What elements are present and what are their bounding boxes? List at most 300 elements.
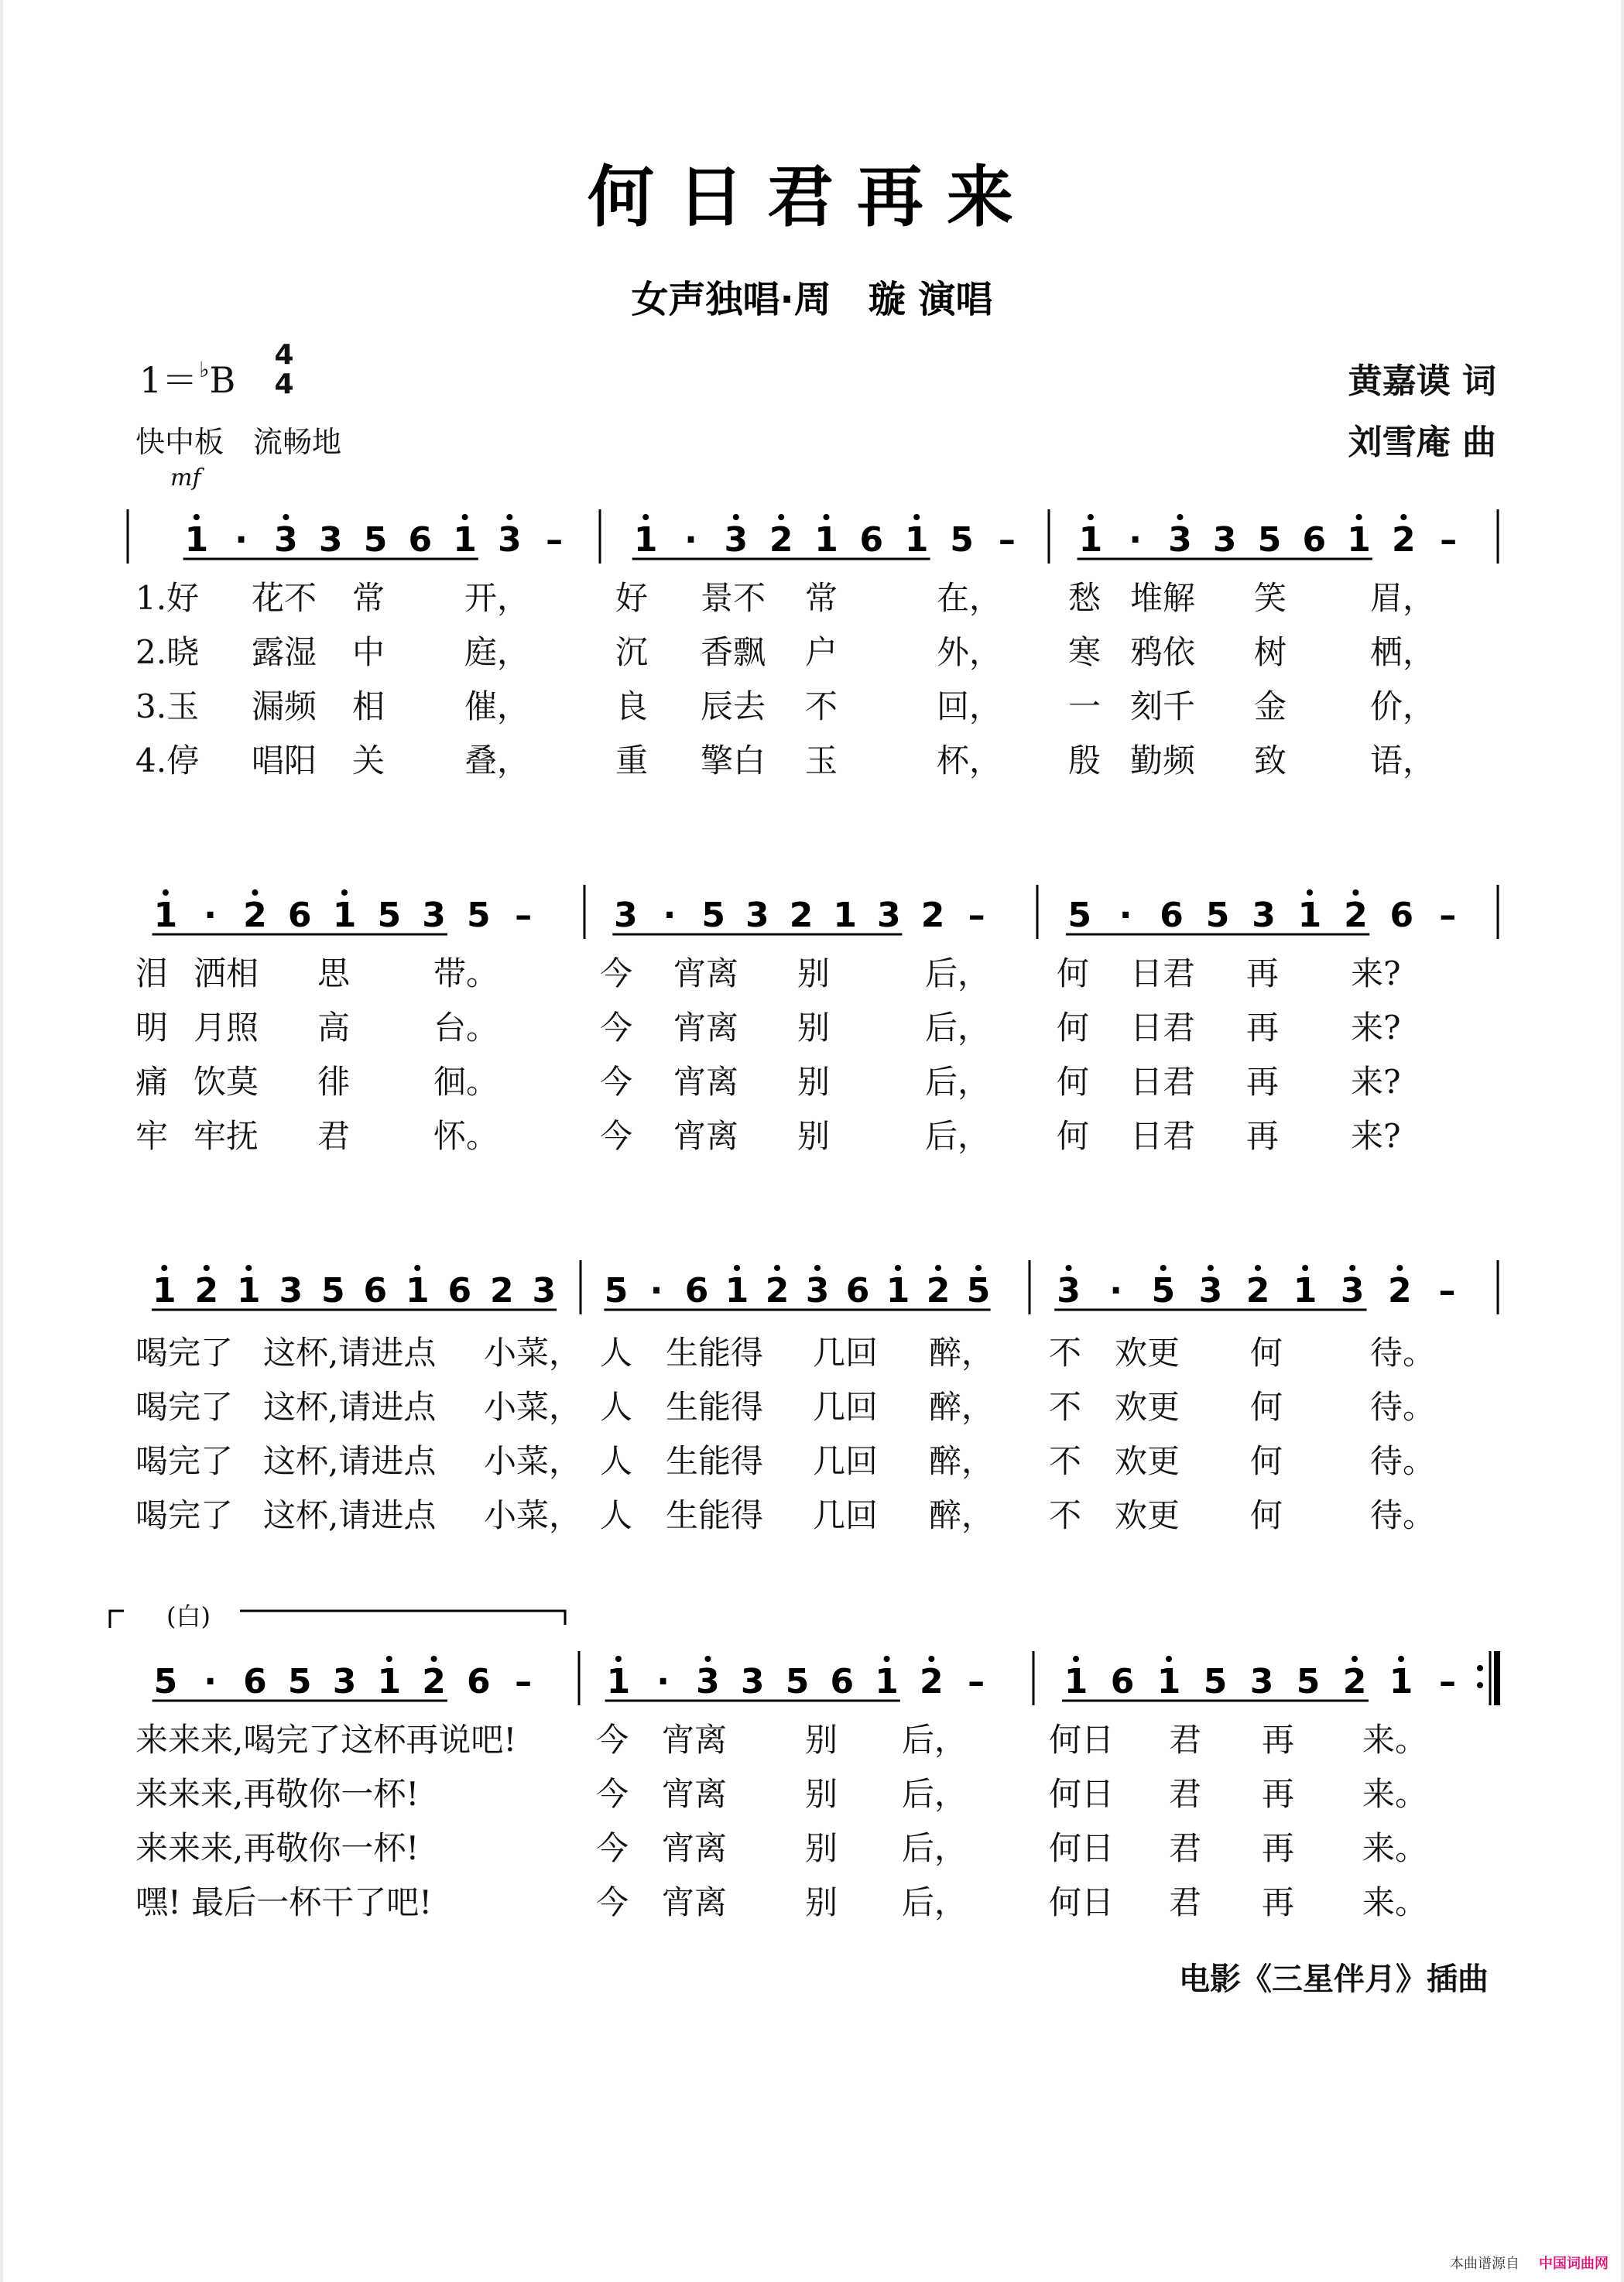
jianpu-note: 1 xyxy=(886,1271,910,1311)
jianpu-note: 6 xyxy=(845,1271,870,1311)
time-signature-top: 4 xyxy=(274,339,294,371)
lyric-word: 中 xyxy=(352,633,385,671)
dash-note: – xyxy=(515,1662,533,1701)
high-octave-dot xyxy=(1352,1656,1358,1662)
lyric-word: 君 xyxy=(1169,1721,1202,1759)
high-octave-dot xyxy=(778,514,784,520)
lyric-word: 再 xyxy=(1262,1775,1295,1813)
lyric-word: 醉， xyxy=(929,1334,995,1372)
spoken-bracket xyxy=(108,1606,573,1629)
notation-line-3 xyxy=(0,1246,1624,1331)
lyric-word: 何日 xyxy=(1049,1721,1115,1759)
lyric-word: 勤频 xyxy=(1130,742,1196,780)
high-octave-dot xyxy=(462,514,468,520)
footer-site-link[interactable]: 中国词曲网 xyxy=(1539,2256,1609,2272)
lyric-word: 今 xyxy=(596,1829,629,1867)
lyric-word: 台。 xyxy=(433,1009,499,1047)
jianpu-note: 5 xyxy=(950,520,974,560)
jianpu-note: 3 xyxy=(274,520,298,560)
lyric-word: 生能得 xyxy=(666,1496,764,1534)
high-octave-dot xyxy=(1400,514,1406,520)
lyric-word: 常 xyxy=(352,579,385,617)
time-signature-bottom: 4 xyxy=(274,368,294,400)
lyric-word: 今 xyxy=(596,1883,629,1921)
lyric-word: 后， xyxy=(925,954,991,992)
jianpu-note: 5 xyxy=(1257,520,1282,560)
song-title: 何日君再来 xyxy=(588,158,1036,236)
lyric-word: 君 xyxy=(1169,1883,1202,1921)
lyric-word: 醉， xyxy=(929,1442,995,1480)
lyric-word: 再 xyxy=(1246,954,1280,992)
lyric-word: 2.晓 xyxy=(135,633,200,671)
jianpu-note: 2 xyxy=(1245,1271,1270,1311)
lyric-word: 今 xyxy=(600,1009,633,1047)
lyric-line xyxy=(0,1057,1624,1103)
jianpu-note: 3 xyxy=(745,896,769,935)
jianpu-note: 1 xyxy=(1389,1662,1413,1701)
lyric-word: 堆解 xyxy=(1130,579,1196,617)
dot-mark: · xyxy=(235,520,248,560)
high-octave-dot xyxy=(895,1265,901,1271)
lyric-word: 辰去 xyxy=(701,687,766,725)
lyric-word: 这杯,请进点 xyxy=(263,1388,437,1426)
jianpu-note: 2 xyxy=(489,1271,514,1311)
lyric-word: 几回 xyxy=(813,1442,879,1480)
jianpu-note: 1 xyxy=(1156,1662,1181,1701)
lyric-word: 牢抚 xyxy=(194,1117,259,1155)
lyric-word: 痛 xyxy=(135,1063,169,1101)
high-octave-dot xyxy=(975,1265,982,1271)
jianpu-note: 5 xyxy=(287,1662,312,1701)
lyric-word: 好 xyxy=(615,579,649,617)
jianpu-note: 1 xyxy=(1297,896,1322,935)
lyric-word: 小菜， xyxy=(484,1388,582,1426)
notation-line-2 xyxy=(0,871,1624,956)
lyric-word: 待。 xyxy=(1370,1388,1436,1426)
jianpu-note: 3 xyxy=(1057,1271,1081,1311)
source-note: 电影《三星伴月》插曲 xyxy=(1179,1962,1489,1997)
lyric-word: 别 xyxy=(805,1829,838,1867)
lyric-word: 再 xyxy=(1262,1829,1295,1867)
lyric-word: 别 xyxy=(805,1721,838,1759)
high-octave-dot xyxy=(163,889,169,896)
jianpu-note: 3 xyxy=(1249,1662,1274,1701)
high-octave-dot xyxy=(774,1265,780,1271)
lyric-word: 后， xyxy=(902,1721,968,1759)
dash-note: – xyxy=(998,520,1016,560)
lyric-word: 别 xyxy=(797,954,831,992)
high-octave-dot xyxy=(431,1656,437,1662)
lyric-line xyxy=(0,627,1624,673)
lyric-word: 语， xyxy=(1370,742,1436,780)
jianpu-note: 2 xyxy=(765,1271,790,1311)
lyric-word: 君 xyxy=(1169,1829,1202,1867)
high-octave-dot xyxy=(1302,1265,1308,1271)
dot-mark: · xyxy=(1129,520,1143,560)
jianpu-note: 6 xyxy=(467,1662,491,1701)
dot-mark: · xyxy=(1119,896,1132,935)
dot-mark: · xyxy=(684,520,697,560)
jianpu-note: 5 xyxy=(377,896,402,935)
jianpu-note: 2 xyxy=(769,520,793,560)
jianpu-note: 1 xyxy=(236,1271,261,1311)
dash-note: – xyxy=(1438,1271,1456,1311)
lyric-word: 漏频 xyxy=(252,687,317,725)
lyric-word: 欢更 xyxy=(1115,1334,1180,1372)
jianpu-note: 1 xyxy=(606,1662,631,1701)
jianpu-note: 5 xyxy=(1151,1271,1176,1311)
lyric-word: 喝完了 xyxy=(135,1442,234,1480)
lyric-word: 几回 xyxy=(813,1334,879,1372)
lyric-word: 饮莫 xyxy=(194,1063,259,1101)
lyric-word: 待。 xyxy=(1370,1496,1436,1534)
lyric-word: 后， xyxy=(925,1009,991,1047)
jianpu-note: 6 xyxy=(287,896,312,935)
high-octave-dot xyxy=(1208,1265,1214,1271)
dot-mark: · xyxy=(663,896,677,935)
jianpu-note: 3 xyxy=(332,1662,357,1701)
lyric-word: 今 xyxy=(596,1721,629,1759)
lyric-word: 来? xyxy=(1351,1009,1401,1047)
high-octave-dot xyxy=(1352,889,1358,896)
jianpu-note: 1 xyxy=(405,1271,430,1311)
high-octave-dot xyxy=(1356,514,1362,520)
lyric-word: 不 xyxy=(805,687,838,725)
jianpu-note: 6 xyxy=(363,1271,388,1311)
lyric-word: 别 xyxy=(805,1883,838,1921)
lyric-line xyxy=(0,1382,1624,1428)
dot-mark: · xyxy=(656,1662,670,1701)
lyric-word: 后， xyxy=(925,1063,991,1101)
jianpu-note: 5 xyxy=(363,520,388,560)
jianpu-note: 6 xyxy=(1110,1662,1135,1701)
jianpu-note: 3 xyxy=(1340,1271,1365,1311)
high-octave-dot xyxy=(386,1656,392,1662)
jianpu-note: 5 xyxy=(1067,896,1092,935)
flat-icon: ♭ xyxy=(199,357,210,382)
lyric-word: 怀。 xyxy=(433,1117,499,1155)
dash-note: – xyxy=(968,1662,985,1701)
jianpu-note: 6 xyxy=(447,1271,472,1311)
high-octave-dot xyxy=(1396,1265,1403,1271)
lyric-word: 人 xyxy=(600,1334,633,1372)
repeat-dot xyxy=(1477,1665,1483,1671)
high-octave-dot xyxy=(615,1656,622,1662)
jianpu-note: 1 xyxy=(904,520,929,560)
lyric-word: 相 xyxy=(352,687,385,725)
lyric-word: 徊。 xyxy=(433,1063,499,1101)
lyric-word: 生能得 xyxy=(666,1334,764,1372)
jianpu-note: 2 xyxy=(789,896,814,935)
high-octave-dot xyxy=(642,514,649,520)
lyric-word: 再 xyxy=(1262,1721,1295,1759)
tempo-marking: 快中板 流畅地 xyxy=(135,425,342,459)
lyric-word: 后， xyxy=(902,1883,968,1921)
lyric-word: 日君 xyxy=(1130,1063,1196,1101)
jianpu-note: 2 xyxy=(920,896,945,935)
dash-note: – xyxy=(515,896,533,935)
lyric-word: 来? xyxy=(1351,1117,1401,1155)
lyric-word: 醉， xyxy=(929,1388,995,1426)
jianpu-note: 6 xyxy=(1160,896,1184,935)
lyric-word: 景不 xyxy=(701,579,766,617)
spoken-marker: (白) xyxy=(166,1602,211,1631)
lyric-word: 君 xyxy=(1169,1775,1202,1813)
lyric-word: 这杯,请进点 xyxy=(263,1496,437,1534)
composer-credit: 刘雪庵 曲 xyxy=(1348,423,1496,462)
jianpu-note: 1 xyxy=(1293,1271,1317,1311)
lyric-word: 来。 xyxy=(1362,1883,1428,1921)
time-signature xyxy=(271,341,297,399)
high-octave-dot xyxy=(734,1265,740,1271)
repeat-dot xyxy=(1477,1682,1483,1688)
jianpu-note: 6 xyxy=(1302,520,1327,560)
lyric-word: 小菜， xyxy=(484,1442,582,1480)
lyric-word: 回， xyxy=(937,687,1002,725)
lyric-word: 人 xyxy=(600,1388,633,1426)
jianpu-note: 2 xyxy=(926,1271,951,1311)
lyric-word: 不 xyxy=(1049,1334,1082,1372)
lyric-word: 日君 xyxy=(1130,1117,1196,1155)
high-octave-dot xyxy=(928,1656,934,1662)
lyric-word: 来。 xyxy=(1362,1775,1428,1813)
lyric-word: 喝完了 xyxy=(135,1388,234,1426)
lyricist-credit: 黄嘉谟 词 xyxy=(1348,361,1496,401)
jianpu-note: 1 xyxy=(153,896,178,935)
high-octave-dot xyxy=(935,1265,941,1271)
high-octave-dot xyxy=(161,1265,167,1271)
lyric-word: 宵离 xyxy=(673,954,739,992)
jianpu-note: 3 xyxy=(422,896,446,935)
high-octave-dot xyxy=(283,514,289,520)
jianpu-note: 1 xyxy=(725,1271,749,1311)
lyric-line xyxy=(0,573,1624,619)
lyric-word: 眉， xyxy=(1370,579,1436,617)
lyric-word: 明 xyxy=(135,1009,169,1047)
high-octave-dot xyxy=(913,514,920,520)
lyric-word: 再 xyxy=(1246,1009,1280,1047)
lyric-word: 不 xyxy=(1049,1388,1082,1426)
lyric-word: 栖， xyxy=(1370,633,1436,671)
lyric-word: 别 xyxy=(797,1063,831,1101)
lyric-word: 高 xyxy=(317,1009,351,1047)
lyric-word: 喝完了 xyxy=(135,1496,234,1534)
lyric-word: 别 xyxy=(797,1117,831,1155)
lyric-word: 日君 xyxy=(1130,1009,1196,1047)
key-note: B xyxy=(209,359,236,401)
lyric-word: 生能得 xyxy=(666,1442,764,1480)
lyric-word: 再 xyxy=(1246,1117,1280,1155)
jianpu-note: 2 xyxy=(1344,896,1368,935)
high-octave-dot xyxy=(1349,1265,1355,1271)
dash-note: – xyxy=(968,896,985,935)
jianpu-note: 5 xyxy=(604,1271,629,1311)
lyric-line xyxy=(0,948,1624,995)
high-octave-dot xyxy=(733,514,739,520)
lyric-word: 今 xyxy=(596,1775,629,1813)
lyric-word: 这杯,请进点 xyxy=(263,1334,437,1372)
lyric-word: 小菜， xyxy=(484,1334,582,1372)
lyric-word: 来? xyxy=(1351,1063,1401,1101)
lyric-word: 刻千 xyxy=(1130,687,1196,725)
jianpu-note: 3 xyxy=(1212,520,1237,560)
lyric-word: 来。 xyxy=(1362,1721,1428,1759)
jianpu-note: 5 xyxy=(1203,1662,1228,1701)
jianpu-note: 3 xyxy=(724,520,749,560)
dot-mark: · xyxy=(204,1662,218,1701)
lyric-word: 欢更 xyxy=(1115,1388,1180,1426)
lyric-word: 户 xyxy=(805,633,838,671)
lyric-word: 不 xyxy=(1049,1442,1082,1480)
lyric-word: 后， xyxy=(925,1117,991,1155)
lyric-word: 花不 xyxy=(252,579,317,617)
key-prefix: 1＝ xyxy=(139,359,198,401)
lyric-word: 来。 xyxy=(1362,1829,1428,1867)
lyric-word: 洒相 xyxy=(194,954,259,992)
high-octave-dot xyxy=(204,1265,210,1271)
lyric-word: 人 xyxy=(600,1496,633,1534)
jianpu-note: 2 xyxy=(1388,1271,1412,1311)
jianpu-note: 1 xyxy=(377,1662,402,1701)
lyric-word: 何 xyxy=(1250,1442,1283,1480)
lyric-word: 沉 xyxy=(615,633,649,671)
dash-note: – xyxy=(1439,1662,1456,1701)
jianpu-note: 5 xyxy=(1296,1662,1321,1701)
lyric-word: 今 xyxy=(600,1063,633,1101)
lyric-word: 金 xyxy=(1254,687,1287,725)
jianpu-note: 6 xyxy=(859,520,884,560)
high-octave-dot xyxy=(1088,514,1094,520)
lyric-word: 宵离 xyxy=(673,1009,739,1047)
high-octave-dot xyxy=(1160,1265,1167,1271)
jianpu-note: 3 xyxy=(279,1271,303,1311)
lyric-word: 鸦依 xyxy=(1130,633,1196,671)
lyric-word: 何 xyxy=(1250,1496,1283,1534)
jianpu-note: 2 xyxy=(1342,1662,1367,1701)
lyric-line xyxy=(0,1436,1624,1482)
lyric-word: 外， xyxy=(937,633,1002,671)
high-octave-dot xyxy=(884,1656,890,1662)
high-octave-dot xyxy=(704,1656,711,1662)
lyric-word: 牢 xyxy=(135,1117,169,1155)
lyric-line xyxy=(0,1769,1624,1815)
dot-mark: · xyxy=(649,1271,663,1311)
lyric-line xyxy=(0,1002,1624,1049)
lyric-line xyxy=(0,681,1624,728)
jianpu-note: 3 xyxy=(696,1662,720,1701)
lyric-word: 良 xyxy=(615,687,649,725)
lyric-word: 欢更 xyxy=(1115,1442,1180,1480)
jianpu-note: 6 xyxy=(1389,896,1414,935)
lyric-word: 不 xyxy=(1049,1496,1082,1534)
lyric-word: 宵离 xyxy=(662,1829,728,1867)
jianpu-note: 1 xyxy=(152,1271,176,1311)
lyric-word: 几回 xyxy=(813,1496,879,1534)
jianpu-note: 5 xyxy=(467,896,491,935)
lyric-word: 叠， xyxy=(464,742,530,780)
lyric-word: 今 xyxy=(600,954,633,992)
high-octave-dot xyxy=(1066,1265,1072,1271)
lyric-word: 这杯,请进点 xyxy=(263,1442,437,1480)
jianpu-note: 3 xyxy=(532,1271,557,1311)
jianpu-note: 2 xyxy=(194,1271,219,1311)
lyric-line xyxy=(0,1877,1624,1924)
jianpu-note: 3 xyxy=(877,896,901,935)
jianpu-note: 1 xyxy=(1064,1662,1088,1701)
high-octave-dot xyxy=(814,1265,821,1271)
repeat-end-barline xyxy=(1494,1651,1500,1705)
jianpu-note: 3 xyxy=(740,1662,765,1701)
lyric-word: 待。 xyxy=(1370,1442,1436,1480)
high-octave-dot xyxy=(341,889,348,896)
lyric-word: 杯， xyxy=(937,742,1002,780)
jianpu-note: 5 xyxy=(701,896,725,935)
lyric-word: 价， xyxy=(1370,687,1436,725)
lyric-word: 庭， xyxy=(464,633,530,671)
lyric-word: 何 xyxy=(1250,1388,1283,1426)
lyric-line xyxy=(0,1490,1624,1537)
lyric-word: 催， xyxy=(464,687,530,725)
jianpu-note: 3 xyxy=(318,520,343,560)
lyric-word: 徘 xyxy=(317,1063,351,1101)
lyric-line xyxy=(0,1328,1624,1374)
lyric-word: 嘿! 最后一杯干了吧! xyxy=(135,1883,433,1921)
dot-mark: · xyxy=(204,896,218,935)
jianpu-note: 1 xyxy=(814,520,838,560)
high-octave-dot xyxy=(824,514,830,520)
dynamic-marking: mf xyxy=(170,464,201,492)
jianpu-note: 3 xyxy=(1198,1271,1223,1311)
jianpu-note: 3 xyxy=(498,520,522,560)
jianpu-note: 6 xyxy=(243,1662,267,1701)
lyric-word: 何 xyxy=(1057,1063,1090,1101)
lyric-word: 来来来,再敬你一杯! xyxy=(135,1775,420,1813)
lyric-word: 何日 xyxy=(1049,1829,1115,1867)
jianpu-note: 1 xyxy=(833,896,857,935)
lyric-word: 何 xyxy=(1057,954,1090,992)
lyric-word: 一 xyxy=(1068,687,1102,725)
dash-note: – xyxy=(546,520,564,560)
lyric-word: 何 xyxy=(1057,1009,1090,1047)
lyric-word: 树 xyxy=(1254,633,1287,671)
lyric-word: 3.玉 xyxy=(135,687,200,725)
lyric-word: 泪 xyxy=(135,954,169,992)
jianpu-note: 5 xyxy=(320,1271,345,1311)
jianpu-note: 3 xyxy=(805,1271,830,1311)
lyric-word: 人 xyxy=(600,1442,633,1480)
song-subtitle: 女声独唱·周 璇 演唱 xyxy=(631,278,993,321)
jianpu-note: 6 xyxy=(830,1662,855,1701)
jianpu-note: 5 xyxy=(785,1662,810,1701)
lyric-word: 再 xyxy=(1246,1063,1280,1101)
dot-mark: · xyxy=(1109,1271,1123,1311)
lyric-line xyxy=(0,1111,1624,1157)
jianpu-note: 1 xyxy=(875,1662,899,1701)
jianpu-note: 2 xyxy=(422,1662,446,1701)
lyric-word: 宵离 xyxy=(662,1883,728,1921)
jianpu-note: 2 xyxy=(920,1662,944,1701)
lyric-word: 擎白 xyxy=(701,742,766,780)
lyric-word: 来? xyxy=(1351,954,1401,992)
lyric-word: 4.停 xyxy=(135,742,200,780)
lyric-word: 欢更 xyxy=(1115,1496,1180,1534)
lyric-line xyxy=(0,735,1624,782)
dash-note: – xyxy=(1440,520,1458,560)
high-octave-dot xyxy=(506,514,512,520)
jianpu-note: 1 xyxy=(633,520,658,560)
notation-line-4 xyxy=(0,1637,1624,1722)
high-octave-dot xyxy=(1166,1656,1172,1662)
